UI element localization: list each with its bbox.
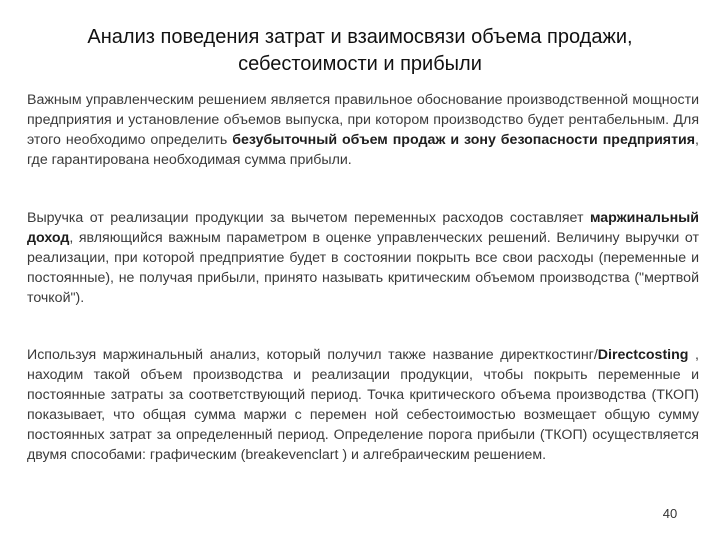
paragraph-direct-costing <box>27 345 699 465</box>
paragraph-3-text-b: , находим такой объем производства и реализации продукции, чтобы покрыть переменные и постоянные затраты за соответствующий период. Точка критического объема производства (ТКОП) показывает, что общая сумма маржи с перемен ной себестоимостью возмещает общую сумму постоянных затрат за определенный период. Определение порога прибыли (ТКОП) осуществляется двумя способами: графическим (breakevenclart ) и алгебраическим решением. <box>27 347 699 463</box>
slide-title <box>30 24 690 78</box>
paragraph-3-text-a: Используя маржинальный анализ, который получил также название директкостинг/ <box>27 347 598 363</box>
slide-title-line-1: Анализ поведения затрат и взаимосвязи объема продажи, <box>87 26 633 48</box>
paragraph-3-bold: Directcosting <box>597 347 689 363</box>
slide-title-line-2: себестоимости и прибыли <box>238 53 482 75</box>
paragraph-2-text-a: Выручка от реализации продукции за вычетом переменных расходов составляет <box>27 210 590 226</box>
paragraph-break-even <box>27 90 699 170</box>
paragraph-1-bold: безубыточный объем продаж и зону безопасности предприятия <box>232 132 696 148</box>
paragraph-2-bold: маржинальный доход <box>27 210 699 246</box>
paragraph-1-text-a: Важным управленческим решением является правильное обоснование производственной мощности предприятия и установление объемов выпуска, при котором производство будет рентабельным. Для этого необходимо определить <box>27 92 699 148</box>
paragraph-2-text-b: , являющийся важным параметром в оценке управленческих решений. Величину выручки от реализации, при которой предприятие будет в состоянии покрыть все свои расходы (переменные и постоянные), не получая прибыли, принято называть критическим объемом производства ("мертвой точкой"). <box>27 230 699 306</box>
paragraph-1-text-b: , где гарантирована необходимая сумма прибыли. <box>27 132 699 168</box>
paragraph-marginal-income <box>27 208 699 308</box>
page-number: 40 <box>662 506 678 521</box>
